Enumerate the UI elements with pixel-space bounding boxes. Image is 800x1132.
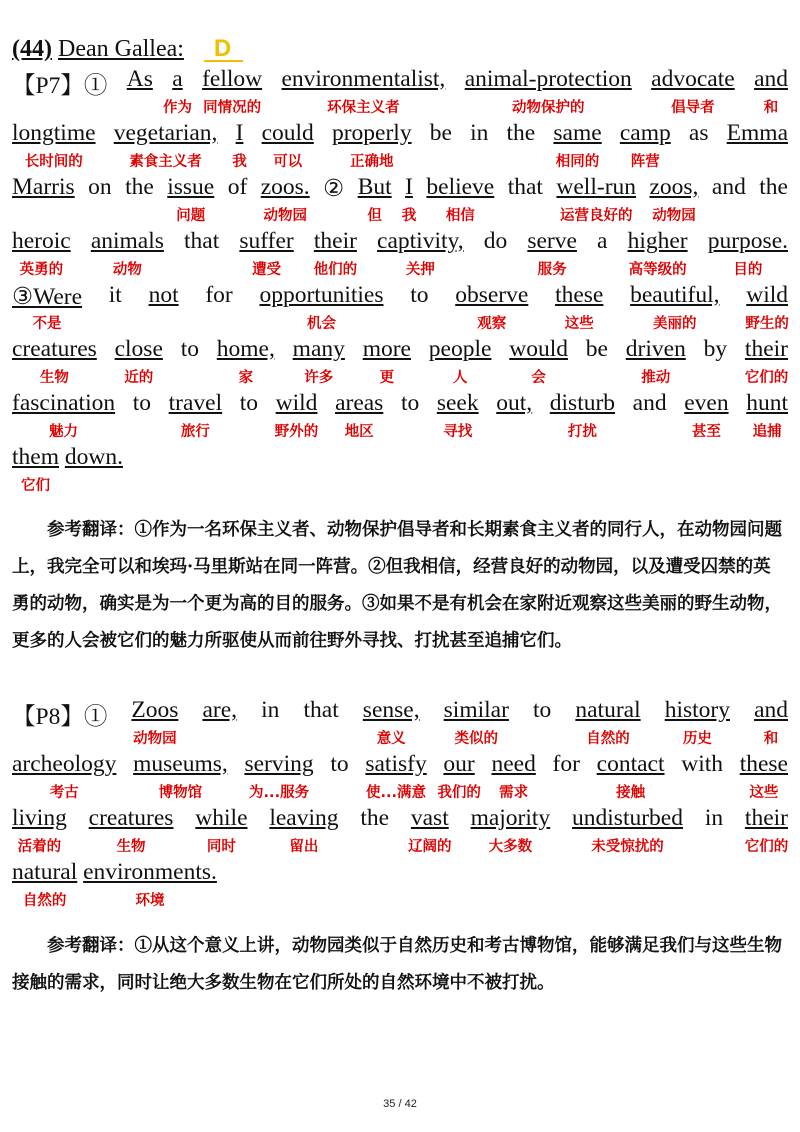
english-word: Zoos [131,697,179,723]
english-word: the [360,805,390,831]
english-word: archeology [12,751,117,777]
chinese-gloss: 考古 [49,785,79,801]
chinese-gloss: 自然的 [586,731,630,747]
english-word: as [688,120,709,146]
translation-p7: 参考翻译：①作为一名环保主义者、动物保护倡导者和长期素食主义者的同行人，在动物园问题上，我完全可以和埃玛·马里斯站在同一阵营。②但我相信，经营良好的动物园，以及遭受囚禁的英勇的动物，确实是为一个更为高的目的服务。③如果不是有机会在家附近观察这些美丽的野生动物，更多的人会被它们的魅力所驱使从而前往野外寻找、打扰甚至追捕它们。 [12,520,782,651]
english-word: these [739,751,788,777]
chinese-gloss: 问题 [176,208,206,224]
english-word: it [108,282,122,308]
chinese-gloss: 同情况的 [203,100,262,116]
english-word: But [357,174,392,200]
chinese-gloss: 会 [531,370,546,386]
english-word: heroic [12,228,71,254]
english-word: disturb [549,390,616,416]
chinese-gloss: 我 [401,208,417,224]
chinese-gloss: 相信 [445,208,475,224]
english-word: areas [335,390,384,416]
chinese-gloss: 动物园 [652,208,696,224]
chinese-gloss: 英勇的 [19,262,64,278]
english-word: and [754,66,788,92]
chinese-gloss: 服务 [537,262,567,278]
chinese-gloss: 遭受 [252,262,282,278]
chinese-gloss: 运营良好的 [559,208,633,224]
chinese-gloss: 和 [763,100,779,116]
chinese-gloss: 大多数 [488,839,533,855]
chinese-gloss: 同时 [206,839,236,855]
english-word: out, [496,390,533,416]
author-name: Dean Gallea: [57,36,184,62]
chinese-gloss: 环保主义者 [327,100,400,116]
english-word: our [443,751,475,777]
chinese-gloss: 和 [763,731,779,747]
english-word: that [507,174,543,200]
chinese-gloss: 作为 [162,100,192,116]
chinese-gloss: 人 [452,370,468,386]
english-word: natural [12,859,78,885]
chinese-gloss: 活着的 [17,839,62,855]
chinese-gloss: 我们的 [437,785,481,801]
chinese-gloss: 自然的 [22,893,67,909]
english-word: longtime [12,120,96,146]
chinese-gloss: 为...服务 [249,785,310,801]
english-word: same [553,120,602,146]
english-word: serving [244,751,314,777]
chinese-gloss: 高等级的 [628,262,687,278]
chinese-gloss: 倡导者 [671,100,715,116]
english-word: contact [596,751,665,777]
english-word: home, [216,336,275,362]
chinese-gloss: 动物 [112,262,142,278]
english-word: do [483,228,508,254]
chinese-gloss: 生物 [39,370,69,386]
english-word: animals [90,228,164,254]
chinese-gloss: 未受惊扰的 [591,839,664,855]
english-word: Emma [726,120,788,146]
english-word: living [12,805,67,831]
english-word: not [148,282,179,308]
chinese-gloss: 需求 [499,785,529,801]
chinese-gloss: 我 [232,154,247,170]
english-word: suffer [239,228,294,254]
english-word: undisturbed [572,805,683,831]
english-word: their [313,228,357,254]
english-word: in [704,805,724,831]
chinese-gloss: 环境 [135,893,165,909]
english-word: to [180,336,199,362]
english-word: environments. [83,859,217,885]
english-word: with [681,751,723,777]
english-word: many [292,336,345,362]
chinese-gloss: 追捕 [752,424,782,440]
english-word: zoos. [260,174,310,200]
english-word: issue [167,174,215,200]
chinese-gloss: 打扰 [567,424,597,440]
chinese-gloss: 但 [367,208,382,224]
english-word: close [114,336,163,362]
question-number: (44) [12,36,52,62]
english-word: majority [470,805,551,831]
translation-p8: 参考翻译：①从这个意义上讲，动物园类似于自然历史和考古博物馆，能够满足我们与这些生物接触的需求，同时让绝大多数生物在它们所处的自然环境中不被打扰。 [12,936,782,993]
english-word: their [744,805,788,831]
chinese-gloss: 观察 [477,316,507,332]
english-word: could [261,120,314,146]
chinese-gloss: 关押 [405,262,435,278]
english-word: creatures [88,805,174,831]
english-word: natural [575,697,641,723]
english-word: would [509,336,568,362]
chinese-gloss: 留出 [289,839,319,855]
chinese-gloss: 相同的 [555,154,600,170]
english-word: in [470,120,489,146]
chinese-gloss: 更 [379,370,395,386]
english-word: a [172,66,183,92]
english-word: serve [527,228,577,254]
english-word: be [585,336,608,362]
chinese-gloss: 意义 [376,731,406,747]
chinese-gloss: 历史 [682,731,712,747]
english-word: and [632,390,667,416]
english-word: these [555,282,604,308]
english-word: to [239,390,259,416]
chinese-gloss: 地区 [344,424,374,440]
chinese-gloss: 近的 [124,370,154,386]
english-word: fellow [202,66,263,92]
chinese-gloss: 野外的 [274,424,319,440]
english-word: that [303,697,339,723]
english-word: I [235,120,244,146]
chinese-gloss: 动物园 [263,208,307,224]
english-word: and [711,174,746,200]
chinese-gloss: 素食主义者 [129,154,202,170]
english-word: be [429,120,452,146]
english-word: believe [426,174,495,200]
chinese-gloss: 生物 [116,839,146,855]
chinese-gloss: 正确地 [350,154,394,170]
english-word: captivity, [377,228,464,254]
chinese-gloss: 博物馆 [158,785,203,801]
english-word: more [362,336,411,362]
english-word: sense, [362,697,420,723]
chinese-gloss: 动物园 [133,731,177,747]
english-word: need [491,751,536,777]
english-word: to [132,390,151,416]
english-word: similar [443,697,509,723]
chinese-gloss: 它们的 [744,370,789,386]
english-word: history [664,697,730,723]
chinese-gloss: 机会 [306,316,336,332]
english-word: driven [625,336,686,362]
chinese-gloss: 类似的 [454,731,499,747]
english-word: by [703,336,728,362]
english-word: even [684,390,729,416]
chinese-gloss: 阵营 [630,154,660,170]
english-word: for [552,751,580,777]
chinese-gloss: 它们 [20,478,50,494]
english-word: well-run [556,174,637,200]
chinese-gloss: 动物保护的 [511,100,585,116]
english-word: observe [455,282,529,308]
english-word: ② [323,176,345,202]
chinese-gloss: 不是 [32,316,62,332]
chinese-gloss: 他们的 [313,262,358,278]
english-word: for [205,282,233,308]
english-word: hunt [746,390,788,416]
english-word: satisfy [365,751,427,777]
answer-letter: D [204,38,243,62]
chinese-gloss: 推动 [641,370,671,386]
english-word: in [261,697,280,723]
english-word: a [597,228,608,254]
english-word: while [195,805,248,831]
chinese-gloss: 接触 [616,785,646,801]
english-word: people [428,336,492,362]
english-word: opportunities [259,282,384,308]
chinese-gloss: 辽阔的 [408,839,452,855]
chinese-gloss: 寻找 [443,424,473,440]
english-word: fascination [12,390,116,416]
english-word: wild [746,282,788,308]
english-word: are, [202,697,238,723]
chinese-gloss: 甚至 [691,424,721,440]
english-word: vegetarian, [113,120,218,146]
english-word: them [12,444,59,470]
english-word: their [744,336,788,362]
english-word: creatures [12,336,97,362]
english-word: the [125,174,154,200]
english-word: of [227,174,248,200]
chinese-gloss: 目的 [733,262,763,278]
english-word: animal-protection [464,66,632,92]
english-word: the [759,174,788,200]
english-word: ③Were [12,284,83,310]
english-word: to [330,751,349,777]
english-word: leaving [269,805,339,831]
english-word: travel [168,390,223,416]
english-word: to [410,282,429,308]
chinese-gloss: 它们的 [744,839,789,855]
english-word: 【P7】① [12,73,108,99]
english-word: vast [410,805,449,831]
english-word: advocate [651,66,735,92]
chinese-gloss: 长时间的 [24,154,83,170]
english-word: As [126,66,153,92]
english-word: down. [64,444,123,470]
english-word: museums, [133,751,228,777]
english-word: seek [436,390,479,416]
english-word: to [400,390,420,416]
english-word: Marris [12,174,75,200]
english-word: wild [275,390,318,416]
english-word: camp [619,120,671,146]
question-header [12,36,243,63]
chinese-gloss: 家 [238,370,254,386]
page-number: 35 / 42 [383,1098,417,1110]
chinese-gloss: 使...满意 [366,785,427,801]
english-word: to [533,697,552,723]
english-word: that [184,228,220,254]
chinese-gloss: 美丽的 [653,316,697,332]
chinese-gloss: 可以 [273,154,303,170]
english-word: purpose. [707,228,788,254]
chinese-gloss: 这些 [749,785,779,801]
english-word: the [506,120,536,146]
english-word: on [88,174,112,200]
chinese-gloss: 旅行 [180,424,210,440]
chinese-gloss: 这些 [564,316,594,332]
chinese-gloss: 魅力 [49,424,79,440]
english-word: I [405,174,413,200]
english-word: beautiful, [630,282,720,308]
english-word: 【P8】① [12,704,108,730]
english-word: properly [331,120,412,146]
chinese-gloss: 野生的 [745,316,789,332]
english-word: and [754,697,788,723]
english-word: higher [627,228,688,254]
english-word: zoos, [649,174,699,200]
english-word: environmentalist, [281,66,446,92]
chinese-gloss: 许多 [304,370,334,386]
